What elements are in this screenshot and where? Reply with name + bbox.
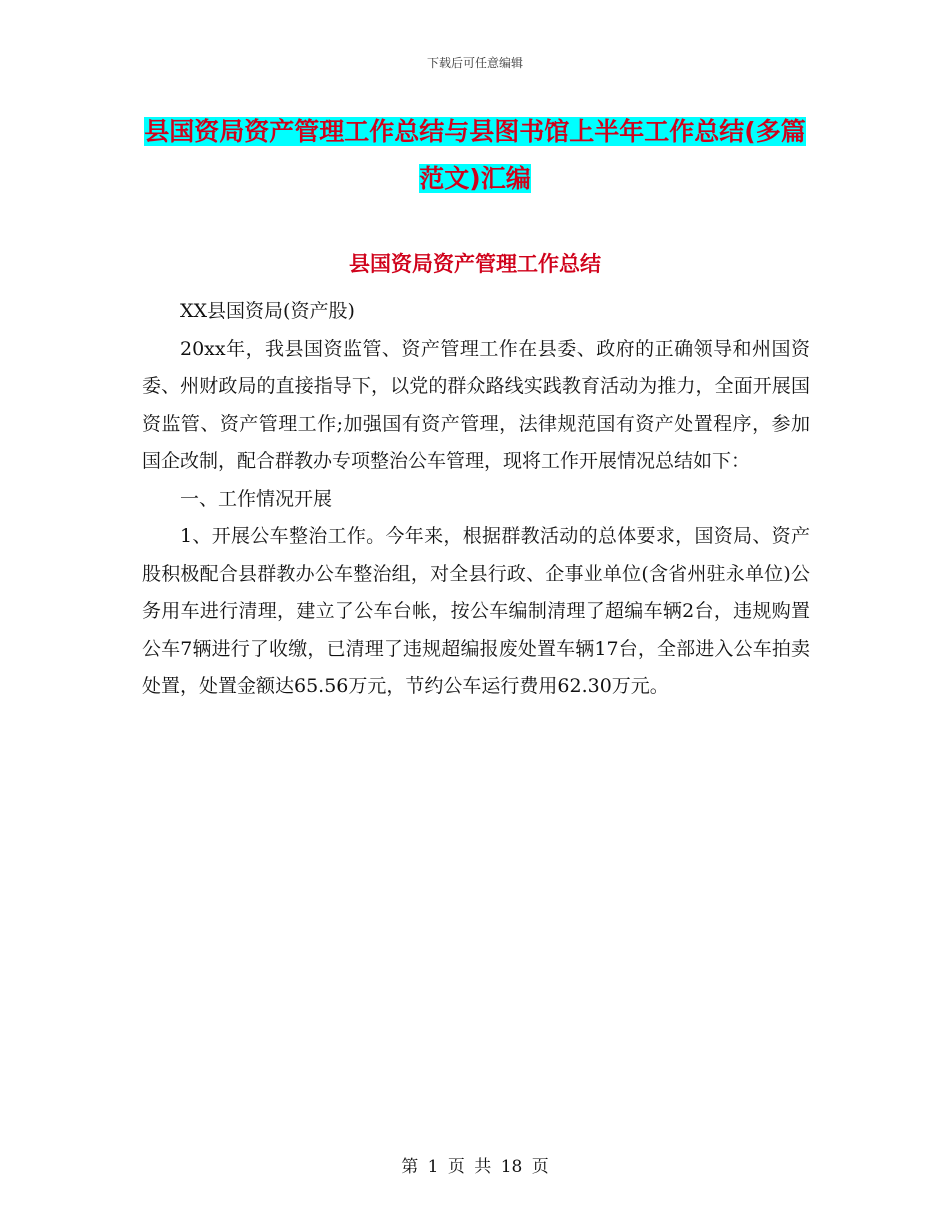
document-title bbox=[140, 108, 810, 202]
document-title-text: 县国资局资产管理工作总结与县图书馆上半年工作总结(多篇范文)汇编 bbox=[144, 117, 806, 193]
document-body bbox=[142, 293, 810, 706]
page-number-footer: 第 1 页 共 18 页 bbox=[401, 1157, 549, 1177]
page-header-note: 下载后可任意编辑 bbox=[426, 56, 523, 70]
body-paragraph: XX县国资局(资产股) bbox=[180, 300, 355, 322]
body-paragraph: 一、工作情况开展 bbox=[180, 487, 333, 510]
section-title: 县国资局资产管理工作总结 bbox=[349, 252, 601, 276]
body-paragraph: 1、开展公车整治工作。今年来，根据群教活动的总体要求，国资局、资产股积极配合县群教办公车整治组，对全县行政、企事业单位(含省州驻永单位)公务用车进行清理，建立了公车台帐，按公车编制清理了超编车辆2台，违规购置公车7辆进行了收缴，已清理了违规超编报废处置车辆17台，全部进入公车拍卖处置，处置金额达65.56万元，节约公车运行费用62.30万元。 bbox=[142, 525, 810, 697]
body-paragraph: 20xx年，我县国资监管、资产管理工作在县委、政府的正确领导和州国资委、州财政局的直接指导下，以党的群众路线实践教育活动为推力，全面开展国资监管、资产管理工作;加强国有资产管理，法律规范国有资产处置程序，参加国企改制，配合群教办专项整治公车管理，现将工作开展情况总结如下： bbox=[142, 337, 810, 472]
